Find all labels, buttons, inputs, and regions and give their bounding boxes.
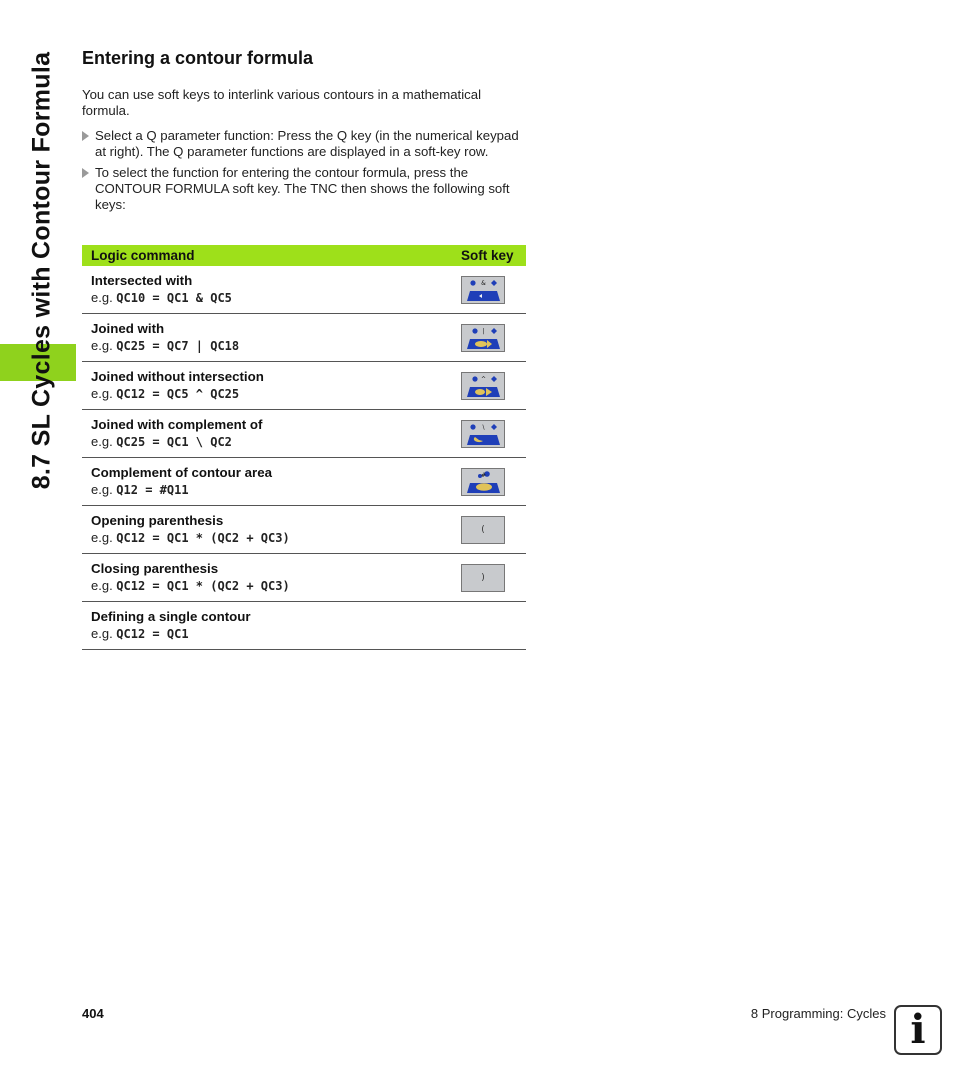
logic-command-table bbox=[82, 245, 526, 650]
complement-icon bbox=[461, 469, 505, 495]
logic-command-cell bbox=[82, 506, 461, 554]
example-code: QC25 = QC1 \ QC2 bbox=[116, 434, 232, 449]
command-example bbox=[91, 529, 452, 547]
command-name: Opening parenthesis bbox=[91, 512, 224, 528]
example-code: QC12 = QC5 ^ QC25 bbox=[116, 386, 240, 401]
example-prefix: e.g. bbox=[91, 337, 117, 353]
table-row bbox=[82, 554, 526, 602]
step-arrow-icon bbox=[82, 131, 89, 141]
command-example bbox=[91, 625, 452, 643]
command-name: Defining a single contour bbox=[91, 608, 251, 624]
soft-key-cell bbox=[461, 314, 526, 362]
soft-key-label: ) bbox=[481, 572, 485, 583]
command-name: Closing parenthesis bbox=[91, 560, 219, 576]
table-row bbox=[82, 314, 526, 362]
chapter-side-title: 8.7 SL Cycles with Contour Formula bbox=[27, 51, 56, 489]
svg-text:\: \ bbox=[482, 423, 485, 431]
info-icon: i bbox=[894, 1005, 942, 1055]
soft-key-button[interactable] bbox=[461, 276, 505, 304]
step-item: Select a Q parameter function: Press the Q key (in the numerical keypad at right). The Q parameter functions are displayed in a soft-key row. bbox=[82, 128, 527, 160]
logic-command-cell bbox=[82, 362, 461, 410]
page-number: 404 bbox=[82, 1006, 104, 1021]
svg-text:^: ^ bbox=[480, 375, 487, 383]
step-arrow-icon bbox=[82, 168, 89, 178]
command-name: Joined with bbox=[91, 320, 165, 336]
difference-icon bbox=[461, 421, 505, 447]
soft-key-cell bbox=[461, 410, 526, 458]
soft-key-button[interactable] bbox=[461, 372, 505, 400]
svg-text:&: & bbox=[481, 279, 486, 287]
command-example bbox=[91, 481, 452, 499]
soft-key-cell bbox=[461, 458, 526, 506]
command-example bbox=[91, 337, 452, 355]
soft-key-button[interactable] bbox=[461, 516, 505, 544]
table-row bbox=[82, 266, 526, 314]
soft-key-label: ( bbox=[481, 524, 485, 535]
xor-icon bbox=[461, 373, 505, 399]
intersect-icon bbox=[461, 277, 505, 303]
soft-key-button[interactable] bbox=[461, 324, 505, 352]
example-code: QC12 = QC1 * (QC2 + QC3) bbox=[116, 578, 290, 593]
example-prefix: e.g. bbox=[91, 625, 117, 641]
header-soft-key: Soft key bbox=[461, 245, 526, 266]
svg-text:#: # bbox=[480, 471, 487, 479]
command-name: Complement of contour area bbox=[91, 464, 273, 480]
command-example bbox=[91, 433, 452, 451]
example-prefix: e.g. bbox=[91, 433, 117, 449]
soft-key-button[interactable] bbox=[461, 564, 505, 592]
logic-command-cell bbox=[82, 266, 461, 314]
chapter-footer: 8 Programming: Cycles bbox=[750, 1006, 886, 1021]
svg-text:|: | bbox=[482, 327, 485, 335]
section-heading: Entering a contour formula bbox=[82, 48, 314, 68]
soft-key-cell bbox=[461, 266, 526, 314]
example-prefix: e.g. bbox=[91, 385, 117, 401]
soft-key-button[interactable] bbox=[461, 420, 505, 448]
soft-key-cell bbox=[461, 602, 526, 650]
header-logic-command: Logic command bbox=[82, 245, 461, 266]
soft-key-cell bbox=[461, 554, 526, 602]
command-example bbox=[91, 289, 452, 307]
table-row bbox=[82, 458, 526, 506]
table-row bbox=[82, 410, 526, 458]
step-item: To select the function for entering the contour formula, press the CONTOUR FORMULA soft key. The TNC then shows the following soft keys: bbox=[82, 165, 527, 213]
example-code: QC10 = QC1 & QC5 bbox=[116, 290, 232, 305]
table-row bbox=[82, 362, 526, 410]
union-icon bbox=[461, 325, 505, 351]
example-prefix: e.g. bbox=[91, 289, 117, 305]
command-name: Joined with complement of bbox=[91, 416, 263, 432]
example-code: QC25 = QC7 | QC18 bbox=[116, 338, 240, 353]
table-row bbox=[82, 602, 526, 650]
logic-command-cell bbox=[82, 602, 461, 650]
step-list bbox=[82, 128, 527, 218]
logic-command-cell bbox=[82, 410, 461, 458]
table-row bbox=[82, 506, 526, 554]
example-prefix: e.g. bbox=[91, 577, 117, 593]
logic-command-cell bbox=[82, 314, 461, 362]
example-code: QC12 = QC1 * (QC2 + QC3) bbox=[116, 530, 290, 545]
logic-command-cell bbox=[82, 554, 461, 602]
logic-command-cell bbox=[82, 458, 461, 506]
command-name: Joined without intersection bbox=[91, 368, 264, 384]
example-prefix: e.g. bbox=[91, 529, 117, 545]
soft-key-cell bbox=[461, 362, 526, 410]
soft-key-button[interactable] bbox=[461, 468, 505, 496]
command-example bbox=[91, 577, 452, 595]
example-code: Q12 = #Q11 bbox=[116, 482, 189, 497]
example-code: QC12 = QC1 bbox=[116, 626, 189, 641]
table-header-row bbox=[82, 245, 526, 266]
command-example bbox=[91, 385, 452, 403]
soft-key-cell bbox=[461, 506, 526, 554]
example-prefix: e.g. bbox=[91, 481, 117, 497]
intro-paragraph: You can use soft keys to interlink various contours in a mathematical formula. bbox=[82, 87, 482, 118]
command-name: Intersected with bbox=[91, 272, 193, 288]
